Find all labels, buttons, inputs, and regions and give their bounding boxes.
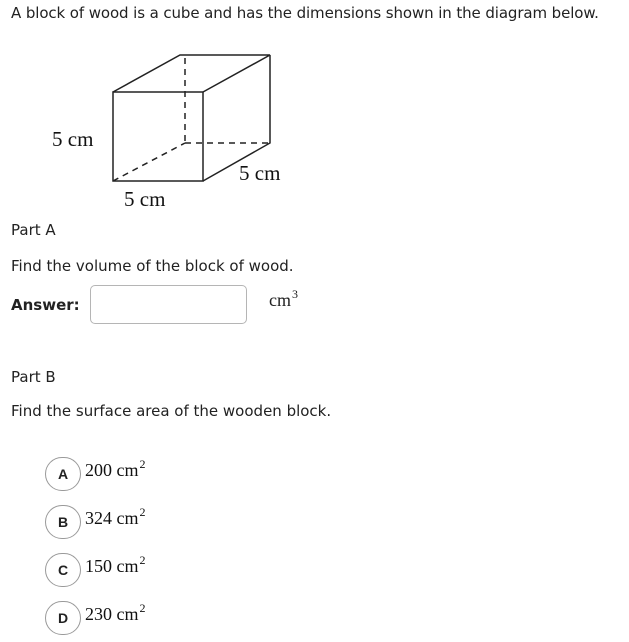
height-label: 5 cm (52, 127, 94, 151)
width-label: 5 cm (124, 187, 166, 211)
choice-exponent: 2 (139, 553, 146, 567)
choice-value: 150 (85, 556, 112, 576)
choice-exponent: 2 (139, 457, 146, 471)
volume-unit (269, 287, 298, 311)
volume-unit-base: cm (269, 290, 291, 310)
choice-unit: cm (116, 508, 139, 528)
choice-text (85, 457, 146, 481)
choice-unit: cm (116, 604, 139, 624)
cube-diagram (0, 0, 629, 240)
choice-c[interactable] (45, 553, 305, 589)
choice-exponent: 2 (139, 505, 146, 519)
depth-label: 5 cm (239, 161, 281, 185)
choice-unit: cm (116, 460, 139, 480)
answer-input[interactable] (90, 285, 247, 324)
choice-text (85, 553, 146, 577)
choice-value: 230 (85, 604, 112, 624)
choice-letter[interactable]: D (45, 601, 81, 635)
hidden-edge-diagonal (113, 143, 185, 181)
choice-exponent: 2 (139, 601, 146, 615)
part-b-question: Find the surface area of the wooden block. (11, 402, 332, 420)
choice-letter[interactable]: C (45, 553, 81, 587)
choice-letter[interactable]: B (45, 505, 81, 539)
part-b-title: Part B (11, 368, 56, 386)
choice-text (85, 505, 146, 529)
answer-label: Answer: (11, 296, 80, 314)
choice-unit: cm (116, 556, 139, 576)
cube-front-face (113, 92, 203, 181)
choice-b[interactable] (45, 505, 305, 541)
cube-top-face (113, 55, 270, 92)
question-prompt: A block of wood is a cube and has the dimensions shown in the diagram below. (11, 4, 599, 22)
volume-unit-exponent: 3 (292, 287, 298, 301)
part-a-title: Part A (11, 221, 56, 239)
choice-letter[interactable]: A (45, 457, 81, 491)
choice-d[interactable] (45, 601, 305, 637)
choice-text (85, 601, 146, 625)
choice-a[interactable] (45, 457, 305, 493)
part-a-question: Find the volume of the block of wood. (11, 257, 294, 275)
choice-value: 324 (85, 508, 112, 528)
choice-value: 200 (85, 460, 112, 480)
